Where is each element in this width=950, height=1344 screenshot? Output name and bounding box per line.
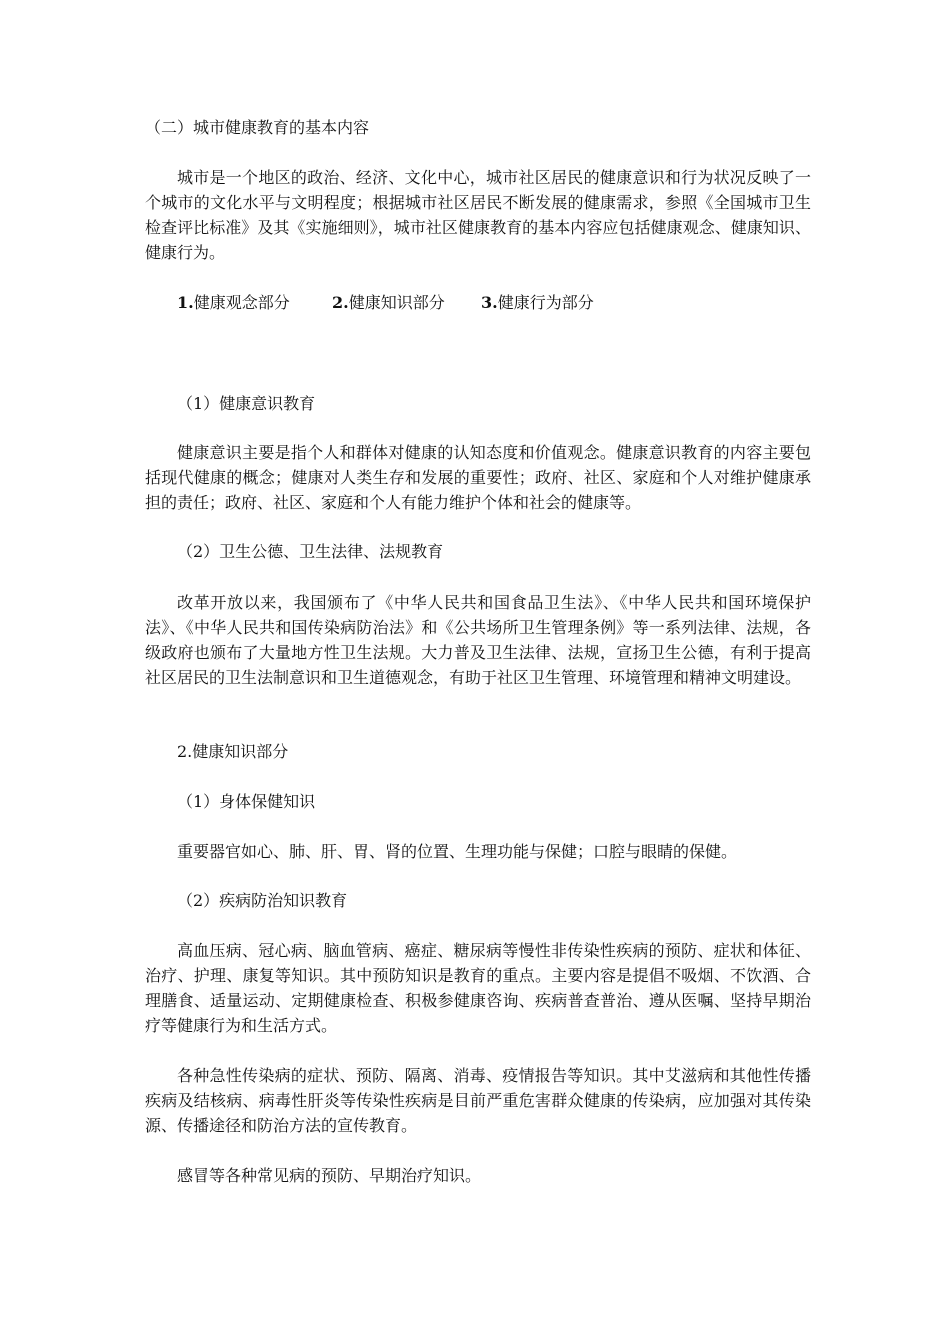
part-item-2: [332, 293, 445, 313]
chronic-disease-paragraph: 高血压病、冠心病、脑血管病、癌症、糖尿病等慢性非传染性疾病的预防、症状和体征、治疗、护理、康复等知识。其中预防知识是教育的重点。主要内容是提倡不吸烟、不饮酒、合理膳食、适量运动、定期健康检查、积极参健康咨询、疾病普查普治、遵从医嘱、坚持早期治疗等健康行为和生活方式。: [145, 941, 811, 1035]
part-number: 1.: [177, 293, 194, 312]
part-title: 2.健康知识部分: [177, 742, 289, 761]
subsection-title: （1）身体保健知识: [177, 792, 316, 811]
subsection-title: （2）疾病防治知识教育: [177, 891, 348, 910]
part-item-3: [481, 293, 594, 313]
health-law-paragraph: 改革开放以来，我国颁布了《中华人民共和国食品卫生法》、《中华人民共和国环境保护法》、《中华人民共和国传染病防治法》和《公共场所卫生管理条例》等一系列法律、法规，各级政府也颁布了大量地方性卫生法规。大力普及卫生法律、法规，宣扬卫生公德，有利于提高社区居民的卫生法制意识和卫生道德观念，有助于社区卫生管理、环境管理和精神文明建设。: [145, 593, 811, 687]
part-number: 2.: [332, 293, 349, 312]
common-disease-paragraph: 感冒等各种常见病的预防、早期治疗知识。: [177, 1166, 482, 1185]
part-item-1: [177, 293, 290, 313]
part-label: 健康观念部分: [193, 293, 290, 312]
part-number: 3.: [481, 293, 498, 312]
section-title: （二）城市健康教育的基本内容: [145, 118, 370, 137]
subsection-title: （1）健康意识教育: [177, 394, 316, 413]
intro-paragraph: 城市是一个地区的政治、经济、文化中心，城市社区居民的健康意识和行为状况反映了一个城市的文化水平与文明程度；根据城市社区居民不断发展的健康需求，参照《全国城市卫生检查评比标准》及其《实施细则》，城市社区健康教育的基本内容应包括健康观念、健康知识、健康行为。: [145, 168, 811, 262]
part-label: 健康知识部分: [348, 293, 445, 312]
health-awareness-paragraph: 健康意识主要是指个人和群体对健康的认知态度和价值观念。健康意识教育的内容主要包括现代健康的概念；健康对人类生存和发展的重要性；政府、社区、家庭和个人对维护健康承担的责任；政府、社区、家庭和个人有能力维护个体和社会的健康等。: [145, 443, 811, 512]
body-care-paragraph: 重要器官如心、肺、肝、胃、肾的位置、生理功能与保健；口腔与眼睛的保健。: [177, 842, 738, 861]
infectious-disease-paragraph: 各种急性传染病的症状、预防、隔离、消毒、疫情报告等知识。其中艾滋病和其他性传播疾病及结核病、病毒性肝炎等传染性疾病是目前严重危害群众健康的传染病，应加强对其传染源、传播途径和防治方法的宣传教育。: [145, 1066, 811, 1135]
part-label: 健康行为部分: [497, 293, 594, 312]
subsection-title: （2）卫生公德、卫生法律、法规教育: [177, 542, 444, 561]
